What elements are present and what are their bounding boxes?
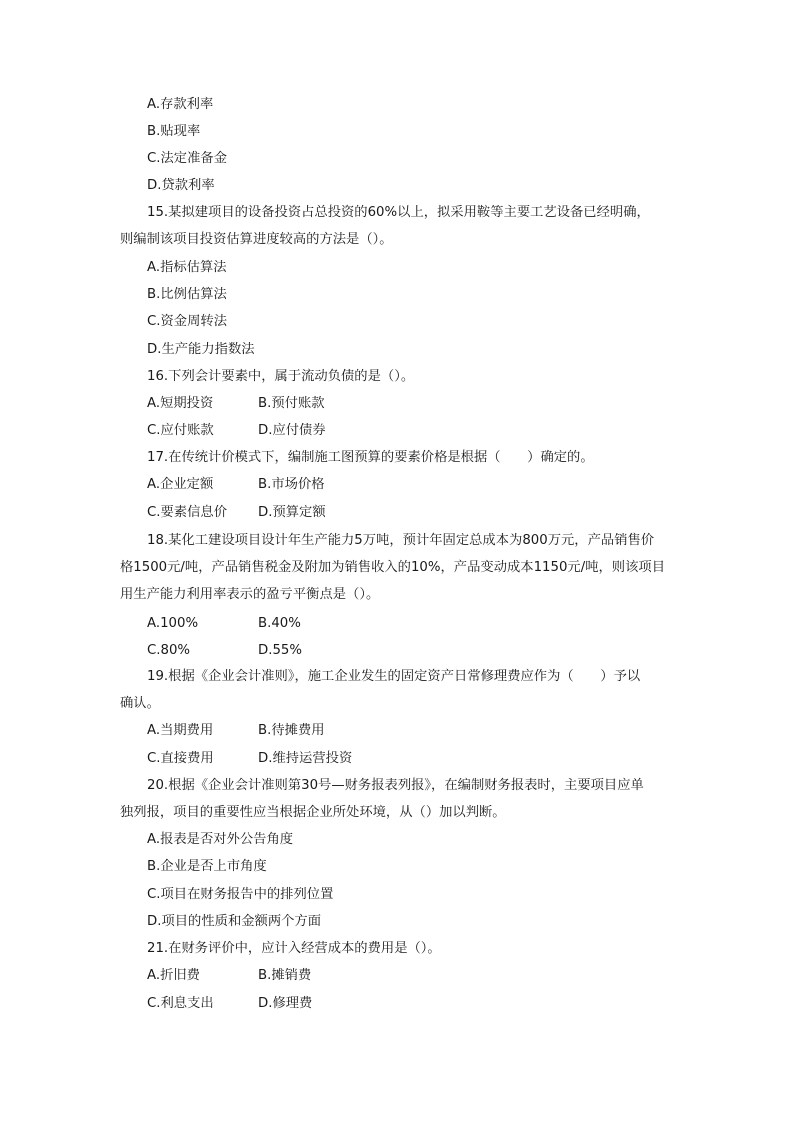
q18-option-b: B.40%	[258, 616, 301, 631]
q18-stem-line1: 18.某化工建设项目设计年生产能力5万吨，预计年固定总成本为800万元，产品销售价	[147, 533, 655, 548]
q19-option-d: D.维持运营投资	[258, 751, 353, 766]
q20-stem-line2: 独列报，项目的重要性应当根据企业所处环境，从（）加以判断。	[120, 805, 506, 820]
q18-option-a: A.100%	[147, 616, 199, 631]
q15-stem-line1: 15.某拟建项目的设备投资占总投资的60%以上，拟采用鞍等主要工艺设备已经明确，	[147, 205, 650, 220]
q19-option-b: B.待摊费用	[258, 723, 325, 738]
q21-option-c: C.利息支出	[147, 996, 214, 1011]
q16-option-b: B.预付账款	[258, 396, 325, 411]
q20-option-d: D.项目的性质和金额两个方面	[147, 914, 322, 929]
q19-option-a: A.当期费用	[147, 723, 214, 738]
q15-option-a: A.指标估算法	[147, 260, 227, 275]
q20-stem-line1: 20.根据《企业会计准则第30号—财务报表列报》，在编制财务报表时，主要项目应单	[147, 778, 644, 793]
q17-option-c: C.要素信息价	[147, 505, 227, 520]
q14-option-d: D.贷款利率	[147, 178, 215, 193]
q16-option-c: C.应付账款	[147, 423, 214, 438]
q16-option-d: D.应付债券	[258, 423, 326, 438]
q16-stem: 16.下列会计要素中，属于流动负债的是（）。	[147, 369, 415, 384]
q17-option-a: A.企业定额	[147, 477, 214, 492]
q14-option-c: C.法定准备金	[147, 151, 227, 166]
q15-option-c: C.资金周转法	[147, 314, 227, 329]
q17-option-b: B.市场价格	[258, 477, 325, 492]
q21-option-a: A.折旧费	[147, 968, 200, 983]
q18-option-d: D.55%	[258, 643, 303, 658]
q15-option-b: B.比例估算法	[147, 287, 227, 302]
q21-option-d: D.修理费	[258, 996, 313, 1011]
q20-option-a: A.报表是否对外公告角度	[147, 832, 294, 847]
q21-stem: 21.在财务评价中，应计入经营成本的费用是（）。	[147, 941, 441, 956]
q14-option-b: B.贴现率	[147, 124, 201, 139]
q15-option-d: D.生产能力指数法	[147, 342, 255, 357]
q16-option-a: A.短期投资	[147, 396, 214, 411]
q20-option-b: B.企业是否上市角度	[147, 859, 267, 874]
q18-option-c: C.80%	[147, 643, 191, 658]
q17-stem: 17.在传统计价模式下，编制施工图预算的要素价格是根据（ ）确定的。	[147, 450, 594, 465]
q19-stem-line2: 确认。	[120, 696, 160, 711]
q14-option-a: A.存款利率	[147, 97, 214, 112]
q19-option-c: C.直接费用	[147, 751, 214, 766]
q19-stem-line1: 19.根据《企业会计准则》，施工企业发生的固定资产日常修理费应作为（ ）予以	[147, 669, 641, 684]
q18-stem-line2: 格1500元/吨，产品销售税金及附加为销售收入的10%，产品变动成本1150元/吨，则该项目	[120, 560, 665, 575]
q15-stem-line2: 则编制该项目投资估算进度较高的方法是（）。	[120, 232, 393, 247]
q21-option-b: B.摊销费	[258, 968, 312, 983]
q18-stem-line3: 用生产能力利用率表示的盈亏平衡点是（）。	[120, 587, 380, 602]
q17-option-d: D.预算定额	[258, 505, 326, 520]
q20-option-c: C.项目在财务报告中的排列位置	[147, 887, 334, 902]
